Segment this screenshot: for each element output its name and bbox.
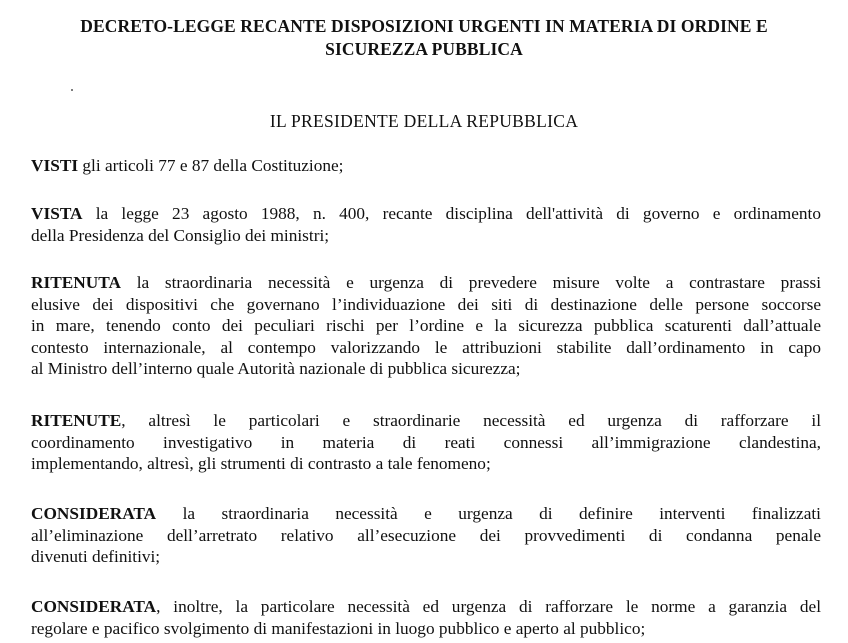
- paragraph-line: contesto internazionale, al contempo valorizzando le attribuzioni stabilite dall’ordinamento in capo: [31, 337, 821, 357]
- document-title-line-2: SICUREZZA PUBBLICA: [325, 39, 523, 59]
- paragraph-line: della Presidenza del Consiglio dei ministri;: [31, 225, 330, 245]
- line-text: la legge 23 agosto 1988, n. 400, recante disciplina dell'attività di governo e ordinamento: [82, 204, 821, 223]
- paragraph-keyword: RITENUTE: [31, 411, 122, 430]
- paragraph-line: regolare e pacifico svolgimento di manifestazioni in luogo pubblico e aperto al pubblico;: [31, 618, 646, 638]
- paragraph-line: [31, 155, 821, 177]
- document-title-line-1: DECRETO-LEGGE RECANTE DISPOSIZIONI URGENTI IN MATERIA DI ORDINE E: [80, 16, 768, 36]
- paragraph-considerata: [31, 503, 821, 568]
- line-text: gli articoli 77 e 87 della Costituzione;: [78, 156, 344, 175]
- paragraph-visti: [31, 155, 821, 177]
- paragraph-keyword: RITENUTA: [31, 273, 121, 292]
- paragraph-line: [31, 410, 821, 432]
- paragraph-line: [31, 272, 821, 294]
- paragraph-keyword: CONSIDERATA: [31, 597, 157, 616]
- paragraph-line: all’eliminazione dell’arretrato relativo all’esecuzione dei provvedimenti di condanna penale: [31, 525, 821, 545]
- scan-speck: [71, 89, 73, 91]
- paragraph-ritenute: [31, 410, 821, 475]
- paragraph-line: [31, 596, 821, 618]
- line-text: , altresì le particolari e straordinarie necessità ed urgenza di rafforzare il: [121, 411, 821, 430]
- paragraph-line: [31, 203, 821, 225]
- paragraph-keyword: VISTA: [31, 204, 83, 223]
- paragraph-line: [31, 503, 821, 525]
- paragraph-line: coordinamento investigativo in materia di reati connessi all’immigrazione clandestina,: [31, 432, 821, 452]
- paragraph-keyword: VISTI: [31, 156, 79, 175]
- paragraph-considerata-inoltre: [31, 596, 821, 639]
- paragraph-ritenuta: [31, 272, 821, 380]
- paragraph-line: implementando, altresì, gli strumenti di contrasto a tale fenomeno;: [31, 454, 491, 473]
- line-text: la straordinaria necessità e urgenza di definire interventi finalizzati: [156, 504, 821, 523]
- line-text: la straordinaria necessità e urgenza di prevedere misure volte a contrastare prassi: [120, 273, 821, 292]
- paragraph-line: elusive dei dispositivi che governano l’individuazione dei siti di destinazione delle persone soccorse: [31, 294, 821, 314]
- paragraph-vista: [31, 203, 821, 246]
- paragraph-line: al Ministro dell’interno quale Autorità nazionale di pubblica sicurezza;: [31, 359, 521, 378]
- paragraph-line: in mare, tenendo conto dei peculiari rischi per l’ordine e la sicurezza pubblica scaturenti dall’attuale: [31, 316, 821, 335]
- paragraph-line: divenuti definitivi;: [31, 547, 161, 566]
- paragraph-keyword: CONSIDERATA: [31, 504, 157, 523]
- line-text: , inoltre, la particolare necessità ed urgenza di rafforzare le norme a garanzia del: [156, 597, 821, 616]
- president-heading: IL PRESIDENTE DELLA REPUBBLICA: [269, 111, 579, 131]
